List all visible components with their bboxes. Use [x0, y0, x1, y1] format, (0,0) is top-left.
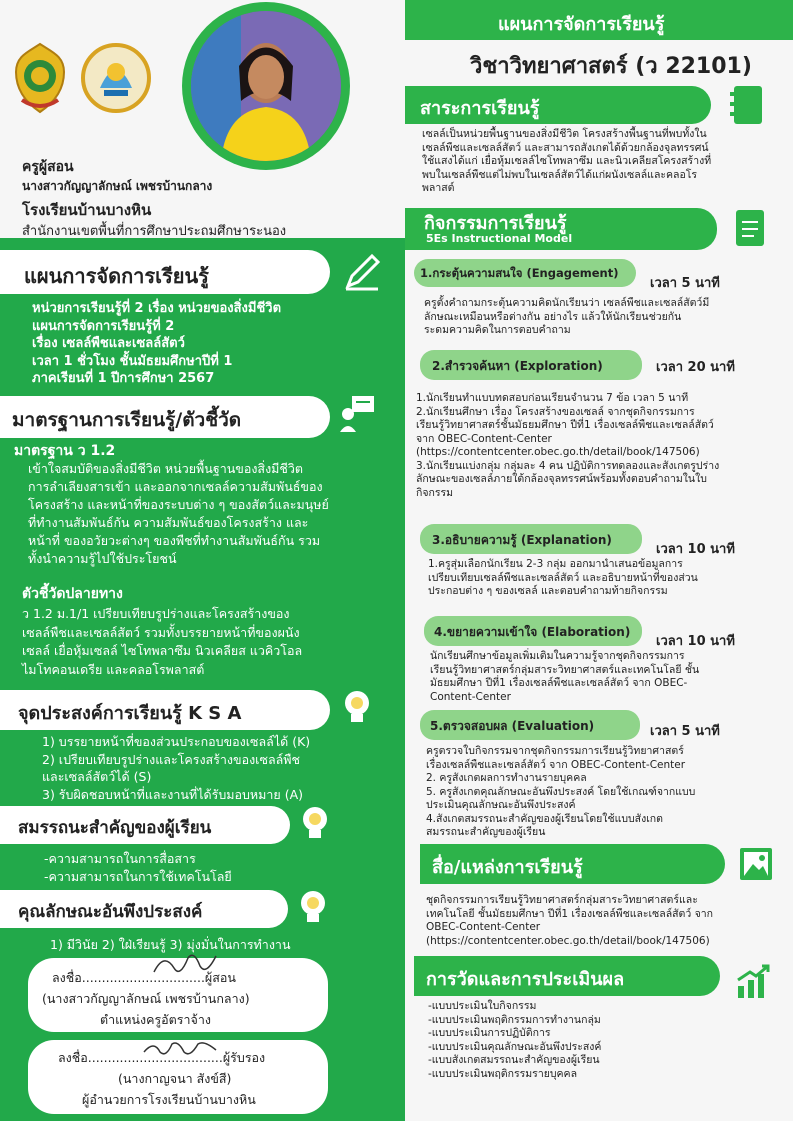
- step-line: เรียนรู้วิทยาศาสตร์ชั้นมัธยมศึกษา ปีที่1 เรื่องเซลล์พืชและเซลล์สัตว์: [416, 419, 714, 431]
- step-line: 5. ครูสังเกตคุณลักษณะอันพึงประสงค์ โดยใช้เกณฑ์จากแบบ: [426, 785, 696, 798]
- step-line: กิจกรรม: [416, 486, 454, 499]
- step-line: 4.สังเกตสมรรถนะสำคัญของผู้เรียนโดยใช้แบบสังเกต: [426, 812, 663, 825]
- media-line: (https://contentcenter.obec.go.th/detail/book/147506): [426, 934, 710, 947]
- media-line: เทคโนโลยี ชั้นมัธยมศึกษา ปีที่1 เรื่องเซลล์พืชและเซลล์สัตว์ จาก: [426, 907, 713, 920]
- assessment-item: -แบบประเมินใบกิจกรรม: [428, 1000, 537, 1012]
- step-line: เปรียบเทียบเซลล์พืชและเซลล์สัตว์ และอธิบายหน้าที่ของส่วน: [428, 571, 698, 584]
- step-line: 3.นักเรียนแบ่งกลุ่ม กลุ่มละ 4 คน ปฏิบัติการทดลองและสังเกตรูปร่าง: [416, 459, 720, 472]
- content-line: เซลล์พืชและเซลล์สัตว์ และสามารถสังเกตได้ด้วยกล้องจุลทรรศน์: [422, 141, 709, 154]
- standard-line: ทั้งนำความรู้ไปใช้ประโยชน์: [28, 551, 177, 566]
- step-time: เวลา 10 นาที: [656, 542, 735, 557]
- pen-icon: [342, 252, 382, 292]
- subject-title: วิชาวิทยาศาสตร์ (ว 22101): [470, 54, 752, 79]
- signature-scribble: [150, 948, 220, 982]
- plan-line: หน่วยการเรียนรู้ที่ 2 เรื่อง หน่วยของสิ่งมีชีวิต: [32, 301, 282, 316]
- activity-title: กิจกรรมการเรียนรู้: [424, 213, 567, 234]
- attributes-text: 1) มีวินัย 2) ใฝ่เรียนรู้ 3) มุ่งมั่นในการทำงาน: [50, 937, 291, 952]
- objectives-title: จุดประสงค์การเรียนรู้ K S A: [18, 703, 242, 724]
- assessment-item: -แบบสังเกตสมรรถนะสำคัญของผู้เรียน: [428, 1054, 600, 1066]
- objective-item: 2) เปรียบเทียบรูปร่างและโครงสร้างของเซลล์พืช: [42, 751, 300, 767]
- content-text: [422, 128, 788, 196]
- step-text: [416, 392, 719, 500]
- competency-list: [44, 850, 232, 886]
- step-line: ระดมความคิดในการตอบคำถาม: [424, 324, 571, 336]
- lightbulb-icon: [340, 688, 374, 728]
- attributes-title: คุณลักษณะอันพึงประสงค์: [18, 902, 203, 922]
- signature-scribble: [140, 1036, 220, 1060]
- step-line: 1.ครูสุ่มเลือกนักเรียน 2-3 กลุ่ม ออกมานำเสนอข้อมูลการ: [428, 558, 683, 570]
- step-time: เวลา 20 นาที: [656, 360, 735, 375]
- step-title: 3.อธิบายความรู้ (Explanation): [432, 533, 612, 547]
- step-line: ลักษณะเหมือนหรือต่างกัน อย่างไร แล้วให้นักเรียนช่วยกัน: [424, 310, 682, 323]
- signature-position: ตำแหน่งครูอัตราจ้าง: [100, 1012, 211, 1027]
- office-name: สำนักงานเขตพื้นที่การศึกษาประถมศึกษาระนอง: [22, 224, 287, 239]
- competency-title: สมรรถนะสำคัญของผู้เรียน: [18, 818, 212, 838]
- step-time: เวลา 10 นาที: [656, 634, 735, 649]
- step-line: 2. ครูสังเกตผลการทำงานรายบุคคล: [426, 772, 587, 784]
- content-line: พบในเซลล์พืชแต่ไม่พบในเซลล์สัตว์ได้แก่ผนังเซลล์และคลอโร: [422, 168, 698, 181]
- step-line: ครูตรวจใบกิจกรรมจากชุดกิจกรรมการเรียนรู้วิทยาศาสตร์: [426, 745, 684, 757]
- step-line: 1.นักเรียนทำแบบทดสอบก่อนเรียนจำนวน 7 ข้อ เวลา 5 นาที: [416, 392, 689, 404]
- plan-line: ภาคเรียนที่ 1 ปีการศึกษา 2567: [32, 371, 215, 386]
- signature-line: ลงชื่อ..................................ผู้รับรอง: [58, 1050, 266, 1065]
- step-line: ครูตั้งคำถามกระตุ้นความคิดนักเรียนว่า เซลล์พืชและเซลล์สัตว์มี: [424, 297, 710, 309]
- indicator-line: ไมโทคอนเดรีย และคลอโรพลาสต์: [22, 661, 205, 677]
- growth-chart-icon: [734, 962, 772, 1000]
- image-icon: [738, 846, 774, 882]
- media-line: ชุดกิจกรรมการเรียนรู้วิทยาศาสตร์กลุ่มสาระวิทยาศาสตร์และ: [426, 894, 698, 906]
- competency-item: -ความสามารถในการใช้เทคโนโลยี: [44, 869, 232, 884]
- objective-item: 1) บรรยายหน้าที่ของส่วนประกอบของเซลล์ได้ (K): [42, 734, 311, 749]
- media-line: OBEC-Content-Center: [426, 921, 541, 933]
- standard-text: [28, 460, 329, 568]
- signature-name: (นางกาญจนา สังข์สี): [118, 1071, 232, 1086]
- assessment-item: -แบบประเมินการปฏิบัติการ: [428, 1027, 551, 1039]
- standard-line: การลำเลียงสารเข้า และออกจากเซลล์ความสัมพันธ์ของ: [28, 479, 323, 494]
- plan-line: แผนการจัดการเรียนรู้ที่ 2: [32, 318, 175, 334]
- step-text: [430, 650, 699, 704]
- indicator-line: ว 1.2 ม.1/1 เปรียบเทียบรูปร่างและโครงสร้างของ: [22, 606, 290, 621]
- step-text: [428, 558, 698, 599]
- step-line: นักเรียนศึกษาข้อมูลเพิ่มเติมในความรู้จากชุดกิจกรรมการ: [430, 650, 685, 662]
- step-line: ประเมินคุณลักษณะอันพึงประสงค์: [426, 799, 576, 811]
- content-line: เซลล์เป็นหน่วยพื้นฐานของสิ่งมีชีวิต โครงสร้างพื้นฐานที่พบทั้งใน: [422, 128, 707, 140]
- objective-item: 3) รับผิดชอบหน้าที่และงานที่ได้รับมอบหมาย (A): [42, 786, 304, 802]
- document-icon: [732, 208, 768, 248]
- teacher-name: นางสาวกัญญาลักษณ์ เพชรบ้านกลาง: [22, 179, 213, 193]
- objective-item: และเซลล์สัตว์ได้ (S): [42, 769, 152, 784]
- step-line: เรื่องเซลล์พืชและเซลล์สัตว์ จาก OBEC-Content-Center: [426, 758, 686, 771]
- lightbulb-icon: [298, 804, 332, 844]
- assessment-title: การวัดและการประเมินผล: [426, 969, 625, 990]
- signature-line: ลงชื่อ...............................ผู้สอน: [52, 970, 236, 985]
- standard-label: มาตรฐาน ว 1.2: [14, 443, 116, 459]
- objectives-list: [42, 733, 310, 803]
- step-time: เวลา 5 นาที: [650, 276, 720, 291]
- media-title: สื่อ/แหล่งการเรียนรู้: [432, 857, 583, 878]
- assessment-item: -แบบประเมินคุณลักษณะอันพึงประสงค์: [428, 1040, 602, 1053]
- standard-line: โครงสร้าง และหน้าที่ของระบบต่าง ๆ ของสัตว์และมนุษย์: [28, 497, 329, 512]
- content-title: สาระการเรียนรู้: [420, 98, 540, 119]
- standard-line: ที่ทำงานสัมพันธ์กัน ความสัมพันธ์ของโครงสร้าง และ: [28, 515, 309, 530]
- right-banner-title: แผนการจัดการเรียนรู้: [498, 14, 665, 35]
- step-line: Content-Center: [430, 690, 511, 703]
- indicator-text: [22, 605, 302, 679]
- assessment-item: -แบบประเมินพฤติกรรมรายบุคคล: [428, 1067, 578, 1080]
- step-title: 5.ตรวจสอบผล (Evaluation): [430, 719, 595, 733]
- content-line: ใช้แสงได้แก่ เยื่อหุ้มเซลล์ไซโทพลาซึม และนิวเคลียสโครงสร้างที่: [422, 155, 712, 167]
- standard-line: เข้าใจสมบัติของสิ่งมีชีวิต หน่วยพื้นฐานของสิ่งมีชีวิต: [28, 461, 304, 476]
- assessment-item: -แบบประเมินพฤติกรรมการทำงานกลุ่ม: [428, 1013, 601, 1026]
- plan-details: [32, 300, 281, 388]
- school-logo: [12, 42, 68, 114]
- step-line: สมรรถนะสำคัญของผู้เรียน: [426, 826, 546, 838]
- step-line: ลักษณะของเซลล์ภายใต้กล้องจุลทรรศน์พร้อมทั้งตอบคำถามในใบ: [416, 473, 707, 485]
- assessment-list: [428, 1000, 601, 1081]
- indicator-line: เซลล์ เยื่อหุ้มเซลล์ ไซโทพลาซึม นิวเคลียส แวคิวโอล: [22, 643, 303, 658]
- lightbulb-icon: [296, 888, 330, 928]
- step-line: ประกอบต่าง ๆ ของเซลล์ และตอบคำถามท้ายกิจกรรม: [428, 585, 668, 597]
- signature-position: ผู้อำนวยการโรงเรียนบ้านบางหิน: [82, 1092, 256, 1107]
- school-name: โรงเรียนบ้านบางหิน: [22, 201, 152, 219]
- step-line: มัธยมศึกษา ปีที่1 เรื่องเซลล์พืชและเซลล์สัตว์ จาก OBEC-: [430, 677, 688, 689]
- step-title: 4.ขยายความเข้าใจ (Elaboration): [434, 625, 631, 639]
- step-line: เรียนรู้วิทยาศาสตร์กลุ่มสาระวิทยาศาสตร์และเทคโนโลยี ชั้น: [430, 663, 700, 676]
- standards-title: มาตรฐานการเรียนรู้/ตัวชี้วัด: [12, 409, 242, 431]
- plan-line: เรื่อง เซลล์พืชและเซลล์สัตว์: [32, 336, 185, 351]
- step-line: (https://contentcenter.obec.go.th/detail/book/147506): [416, 446, 700, 458]
- teacher-label: ครูผู้สอน: [22, 159, 74, 175]
- standard-line: หน้าที่ ของอวัยวะต่างๆ ของพืชที่ทำงานสัมพันธ์กัน รวม: [28, 533, 321, 548]
- step-line: จาก OBEC-Content-Center: [416, 432, 552, 445]
- step-title: 2.สำรวจค้นหา (Exploration): [432, 359, 603, 373]
- obec-logo: [80, 42, 152, 116]
- step-text: [424, 297, 709, 338]
- signature-name: (นางสาวกัญญาลักษณ์ เพชรบ้านกลาง): [42, 991, 250, 1006]
- learning-icon: [338, 394, 376, 434]
- content-line: พลาสต์: [422, 182, 455, 194]
- step-time: เวลา 5 นาที: [650, 724, 720, 739]
- indicator-label: ตัวชี้วัดปลายทาง: [22, 586, 123, 602]
- media-text: [426, 894, 713, 948]
- plan-title: แผนการจัดการเรียนรู้: [24, 264, 209, 288]
- indicator-line: เซลล์พืชและเซลล์สัตว์ รวมทั้งบรรยายหน้าที่ของผนัง: [22, 624, 300, 640]
- step-title: 1.กระตุ้นความสนใจ (Engagement): [420, 266, 619, 280]
- activity-subtitle: 5Es Instructional Model: [426, 232, 573, 245]
- plan-line: เวลา 1 ชั่วโมง ชั้นมัธยมศึกษาปีที่ 1: [32, 353, 233, 369]
- step-line: 2.นักเรียนศึกษา เรื่อง โครงสร้างของเซลล์ จากชุดกิจกรรมการ: [416, 405, 695, 418]
- competency-item: -ความสามารถในการสื่อสาร: [44, 851, 196, 866]
- notebook-icon: [728, 84, 766, 126]
- step-text: [426, 745, 695, 840]
- teacher-photo: [182, 2, 350, 170]
